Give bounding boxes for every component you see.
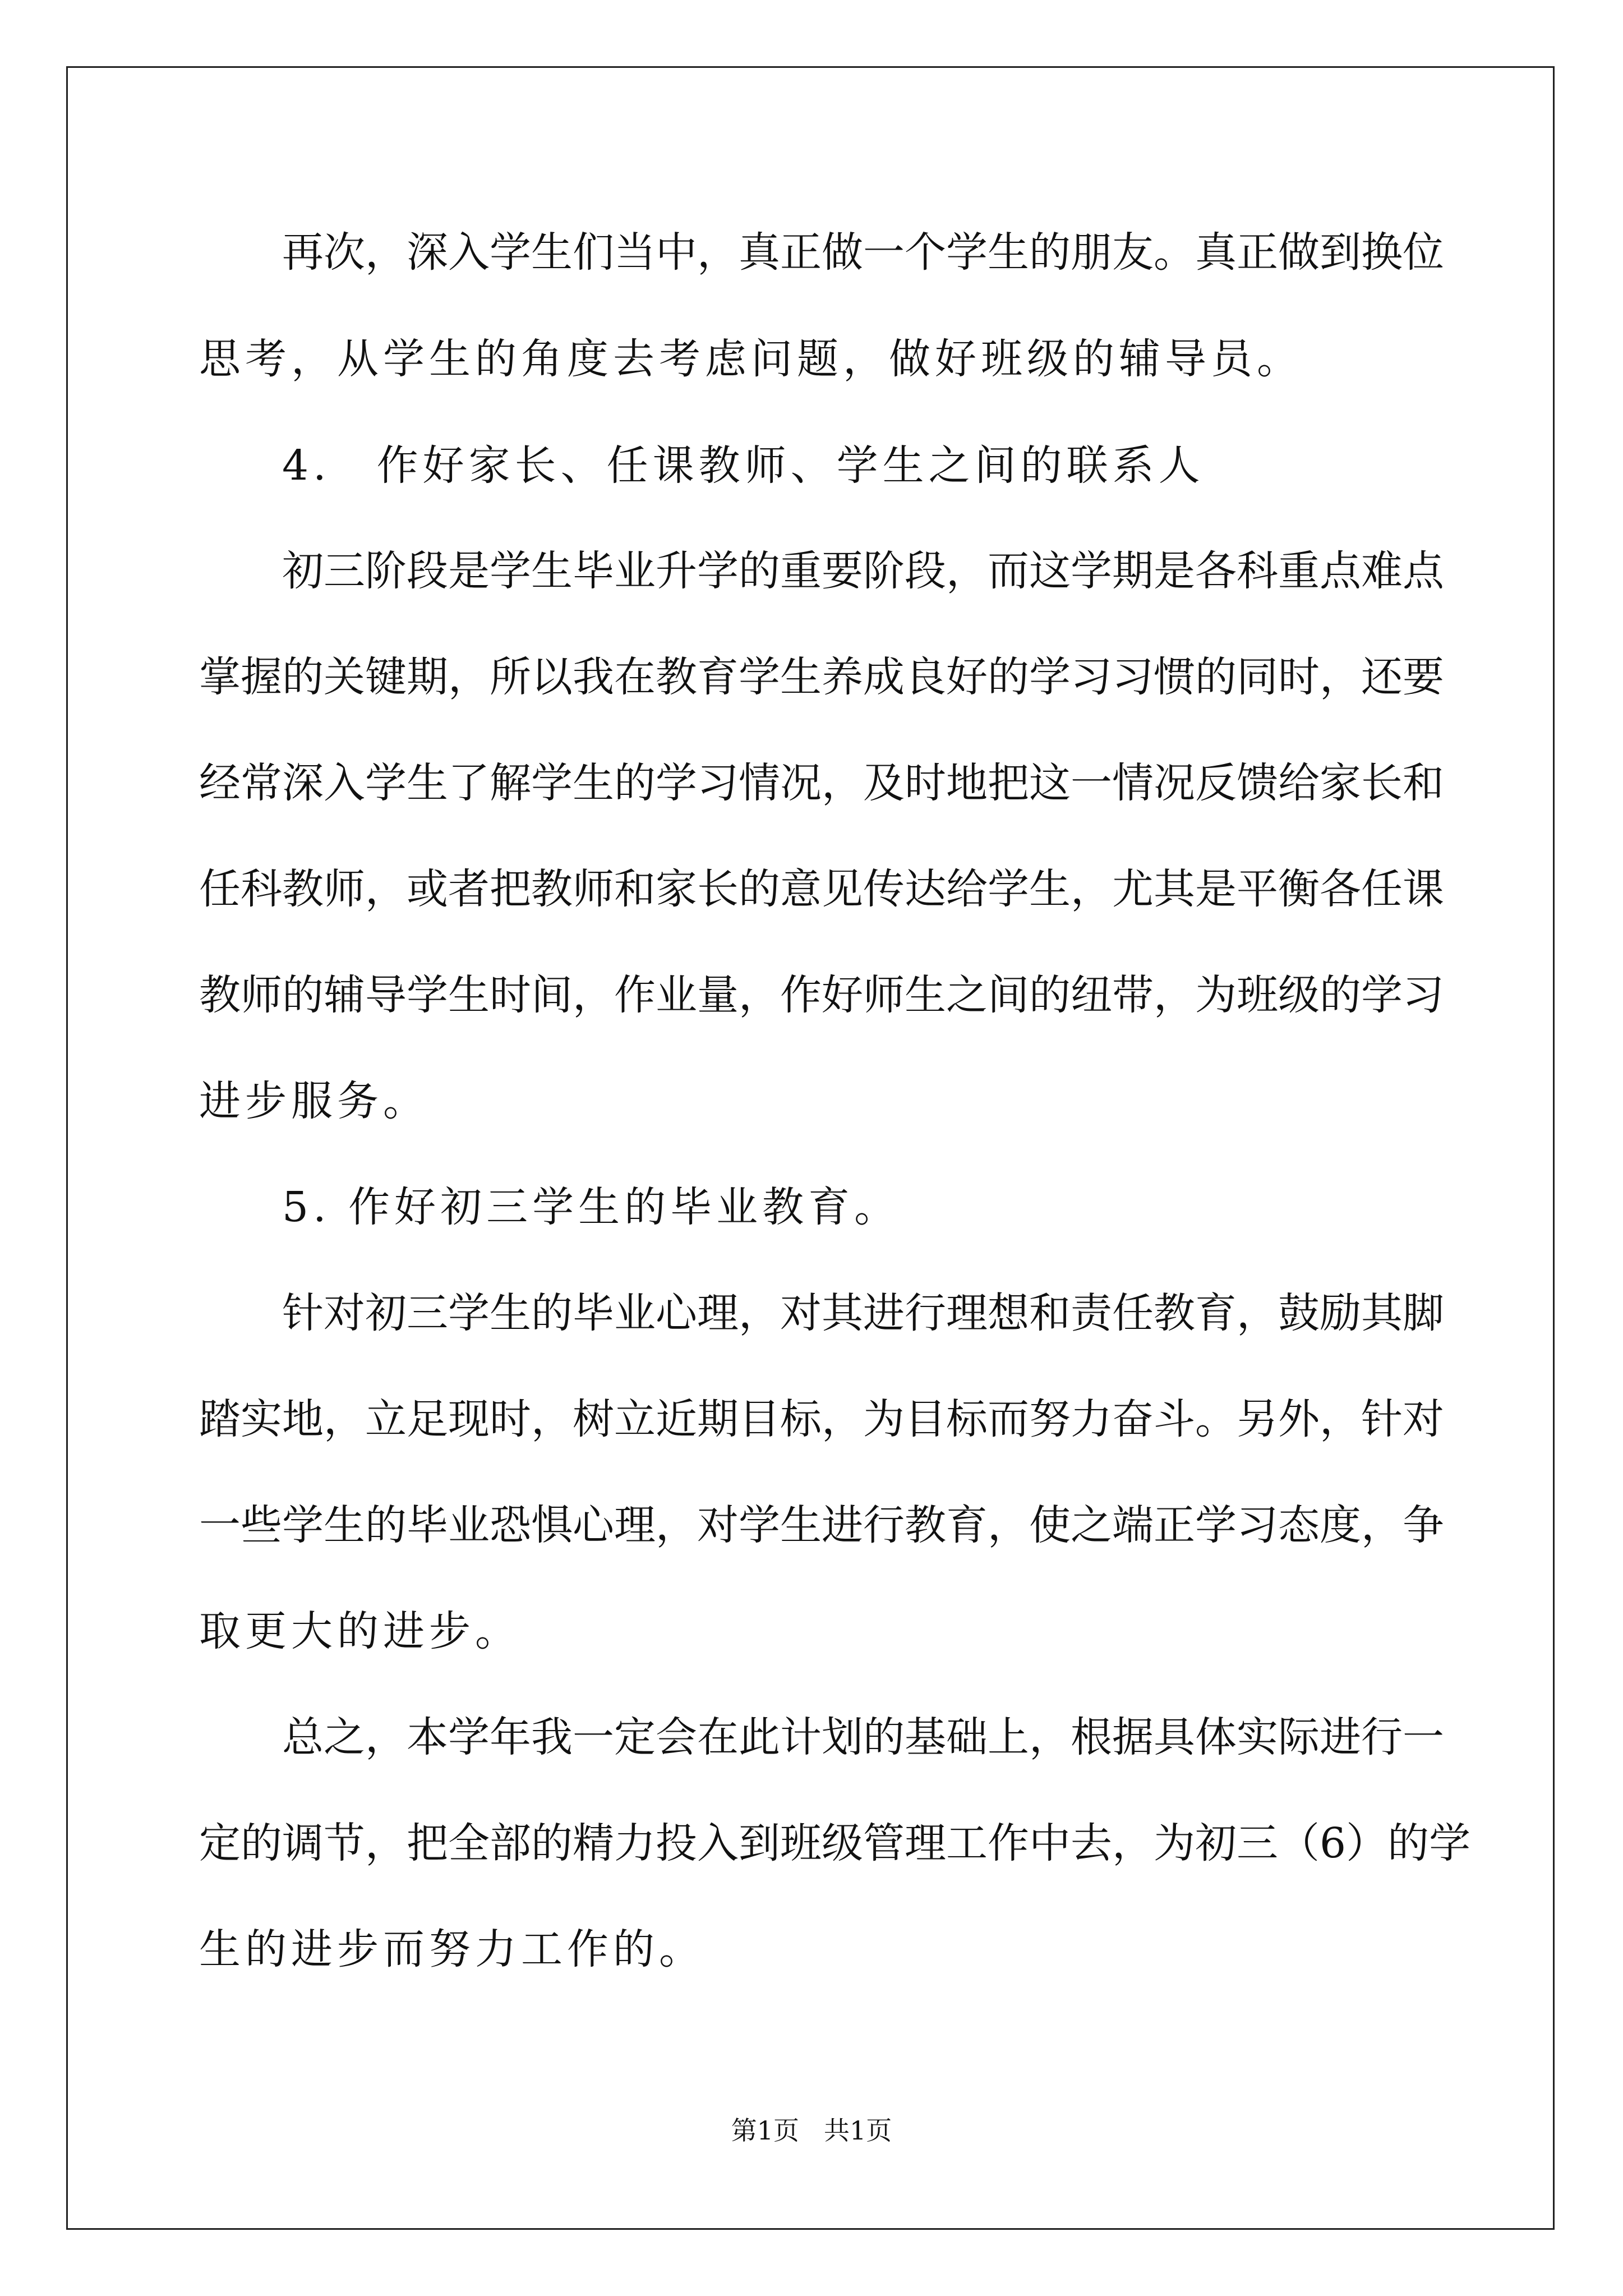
section-heading: 5. 作好初三学生的毕业教育。 xyxy=(282,1183,901,1231)
page-number: 第1页 xyxy=(731,2115,799,2146)
paragraph-line: 生的进步而努力工作的。 xyxy=(199,1925,705,1973)
paragraph-line: 总之，本学年我一定会在此计划的基础上，根据具体实际进行一 xyxy=(282,1713,1444,1761)
paragraph-line: 取更大的进步。 xyxy=(199,1607,521,1655)
paragraph-line: 一些学生的毕业恐惧心理，对学生进行教育，使之端正学习态度，争 xyxy=(199,1501,1444,1549)
paragraph-line: 定的调节，把全部的精力投入到班级管理工作中去，为初三（6）的学 xyxy=(199,1819,1471,1867)
paragraph-line: 思考，从学生的角度去考虑问题，做好班级的辅导员。 xyxy=(199,335,1303,383)
section-heading: 4. 作好家长、任课教师、学生之间的联系人 xyxy=(282,441,1205,490)
paragraph-line: 任科教师，或者把教师和家长的意见传达给学生，尤其是平衡各任课 xyxy=(199,865,1444,913)
page-total: 共1页 xyxy=(824,2115,892,2146)
paragraph-line: 再次，深入学生们当中，真正做一个学生的朋友。真正做到换位 xyxy=(282,228,1444,277)
page-border xyxy=(66,66,1555,2230)
paragraph-line: 进步服务。 xyxy=(199,1077,429,1125)
paragraph-line: 掌握的关键期，所以我在教育学生养成良好的学习习惯的同时，还要 xyxy=(199,653,1444,701)
paragraph-line: 针对初三学生的毕业心理，对其进行理想和责任教育，鼓励其脚 xyxy=(282,1289,1444,1337)
paragraph-line: 初三阶段是学生毕业升学的重要阶段，而这学期是各科重点难点 xyxy=(282,547,1444,595)
paragraph-line: 教师的辅导学生时间，作业量，作好师生之间的纽带，为班级的学习 xyxy=(199,971,1444,1019)
page-footer xyxy=(0,2114,1623,2147)
paragraph-line: 踏实地，立足现时，树立近期目标，为目标而努力奋斗。另外，针对 xyxy=(199,1395,1444,1443)
paragraph-line: 经常深入学生了解学生的学习情况，及时地把这一情况反馈给家长和 xyxy=(199,759,1444,807)
